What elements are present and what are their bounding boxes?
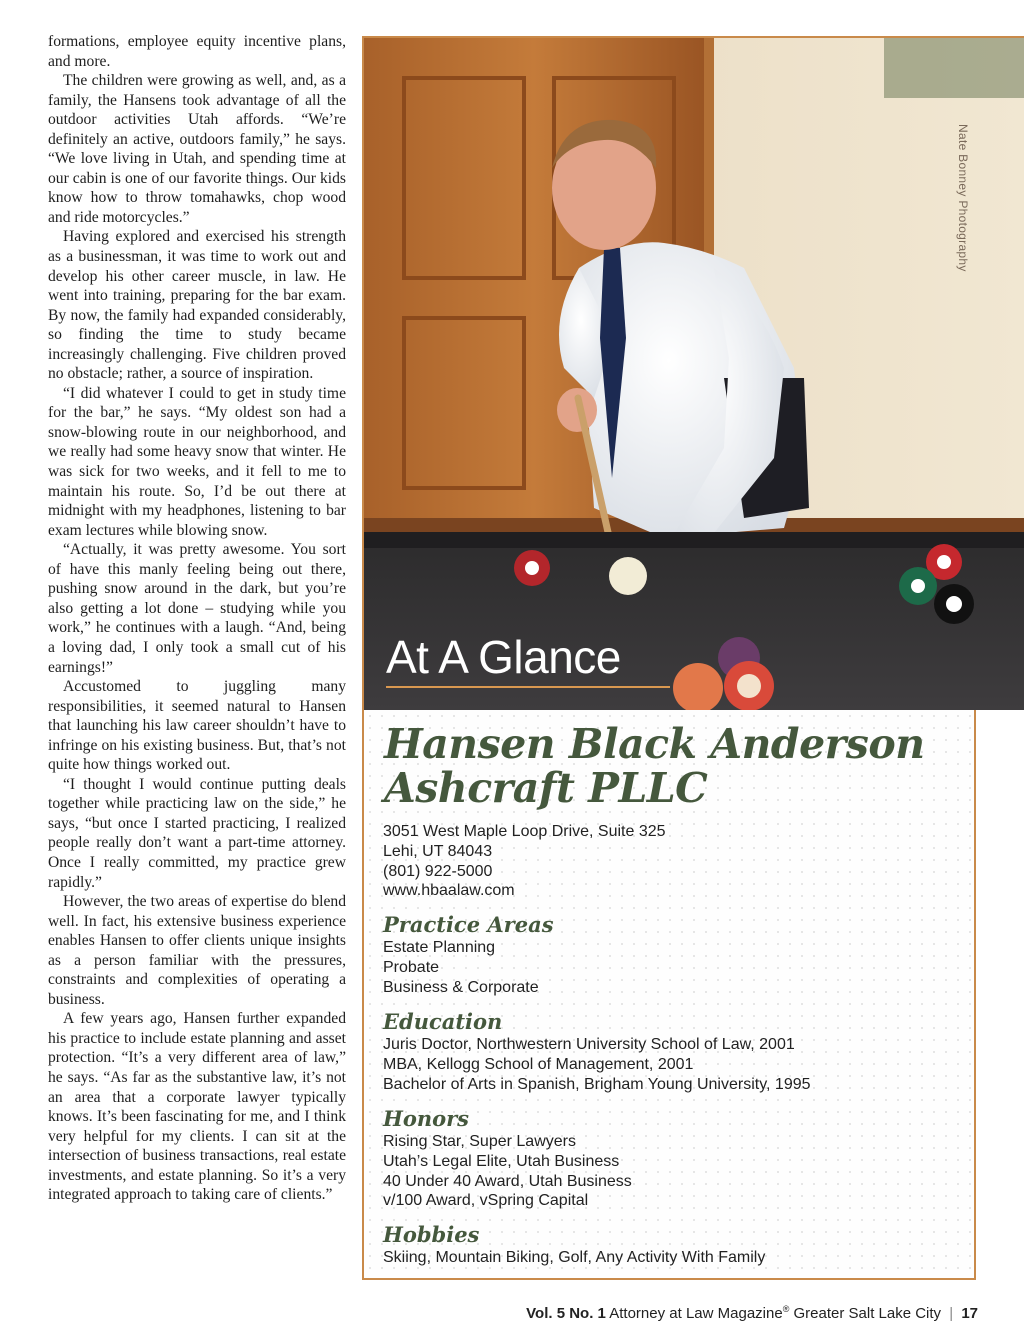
edition-name: Greater Salt Lake City xyxy=(793,1305,942,1322)
footer-separator: | xyxy=(949,1305,954,1322)
address: 3051 West Maple Loop Drive, Suite 325 xyxy=(383,823,666,840)
practice-areas-heading: Practice Areas xyxy=(383,912,554,937)
list-item: 40 Under 40 Award, Utah Business xyxy=(383,1172,632,1190)
article-paragraph: The children were growing as well, and, as a family, the Hansens took advantage of all the outdoor activities Utah affords. “We’re definitely an active, outdoors family,” he says. “We love living in Utah, and spending time at our cabin is one of our favorite things. Our kids know how to throw tomahawks, chop wood and ride motorcycles.” xyxy=(48,72,346,226)
article-body xyxy=(48,32,346,1205)
article-paragraph: “I did whatever I could to get in study time for the bar,” he says. “My oldest son had a snow-blowing route in our neighborhood, and we really had some heavy snow that winter. He was sick for two weeks, and it fell to me to maintain his route. So, I’d be out there at midnight with my headphones, listening to bar exam lectures while blowing snow. xyxy=(48,384,346,539)
list-item: MBA, Kellogg School of Management, 2001 xyxy=(383,1055,694,1073)
article-paragraph: “I thought I would continue putting deals together while practicing law on the side,” he says, “but once I started practicing, I realized people really don’t want a part-time attorney. Once I really committed, my practice grew rapidly.” xyxy=(48,775,346,891)
at-a-glance-heading: At A Glance xyxy=(386,631,621,683)
pool-player-illustration xyxy=(364,38,1024,710)
page-number: 17 xyxy=(961,1305,978,1322)
honors-heading: Honors xyxy=(383,1106,470,1131)
practice-areas-section xyxy=(383,913,554,997)
article-paragraph: Having explored and exercised his strength as a businessman, it was time to work out and develop his other career muscle, in law. He went into training, preparing for the bar exam. By now, the family had expanded considerably, so finding the time to study became increasingly challenging. Five children proved no obstacle; rather, a source of inspiration. xyxy=(48,228,346,383)
list-item: Business & Corporate xyxy=(383,978,539,996)
article-paragraph: formations, employee equity incentive plans, and more. xyxy=(48,33,346,70)
article-paragraph: However, the two areas of expertise do blend well. In fact, his extensive business experience enables Hansen to offer clients unique insights as a person familiar with the pressures, constraints and complexities of operating a business. xyxy=(48,893,346,1008)
hobbies-section xyxy=(383,1223,765,1268)
contact-info xyxy=(383,822,666,901)
hobbies-heading: Hobbies xyxy=(383,1222,480,1247)
photo-credit: Nate Bonney Photography xyxy=(956,124,970,272)
magazine-name: Attorney at Law Magazine xyxy=(609,1305,783,1322)
firm-name-line1: Hansen Black Anderson xyxy=(384,720,925,768)
firm-name xyxy=(384,722,964,810)
list-item: v/100 Award, vSpring Capital xyxy=(383,1192,589,1210)
list-item: Estate Planning xyxy=(383,939,496,956)
article-paragraph: “Actually, it was pretty awesome. You sort of have this manly feeling being out there, pushing snow around in the dark, but you’re also getting a lot done – studying while you work,” he continues with a laugh. “And, being a loving dad, I only took a small cut of his earnings!” xyxy=(48,541,346,676)
list-item: Rising Star, Super Lawyers xyxy=(383,1133,576,1150)
website-link[interactable]: www.hbaalaw.com xyxy=(383,882,515,900)
list-item: Utah’s Legal Elite, Utah Business xyxy=(383,1152,620,1170)
page-footer xyxy=(526,1304,978,1322)
phone: (801) 922-5000 xyxy=(383,862,493,880)
education-heading: Education xyxy=(383,1009,503,1034)
firm-name-line2: Ashcraft PLLC xyxy=(384,764,708,812)
education-section xyxy=(383,1010,811,1094)
honors-section xyxy=(383,1107,632,1211)
volume-issue: Vol. 5 No. 1 xyxy=(526,1305,606,1322)
list-item: Probate xyxy=(383,958,440,976)
list-item: Bachelor of Arts in Spanish, Brigham Young University, 1995 xyxy=(383,1075,811,1093)
article-paragraph: A few years ago, Hansen further expanded his practice to include estate planning and asset protection. “It’s a very different area of law,” he says. “As far as the substantive law, it’s not an area that a corporate lawyer typically knows. It’s been fascinating for me, and I think very helpful for my clients. I can sit at the intersection of business transactions, real estate investments, and estate planning. So it’s a very integrated approach to taking care of clients.” xyxy=(48,1010,346,1204)
list-item: Juris Doctor, Northwestern University School of Law, 2001 xyxy=(383,1036,795,1053)
registered-mark: ® xyxy=(782,1304,790,1314)
list-item: Skiing, Mountain Biking, Golf, Any Activity With Family xyxy=(383,1249,766,1266)
city-state-zip: Lehi, UT 84043 xyxy=(383,842,493,860)
article-paragraph: Accustomed to juggling many responsibilities, it seemed natural to Hansen that launching his law career shouldn’t have to infringe on his existing business. But, that’s not quite how things worked out. xyxy=(48,678,346,774)
feature-photo xyxy=(362,36,1024,710)
heading-underline xyxy=(386,686,670,688)
